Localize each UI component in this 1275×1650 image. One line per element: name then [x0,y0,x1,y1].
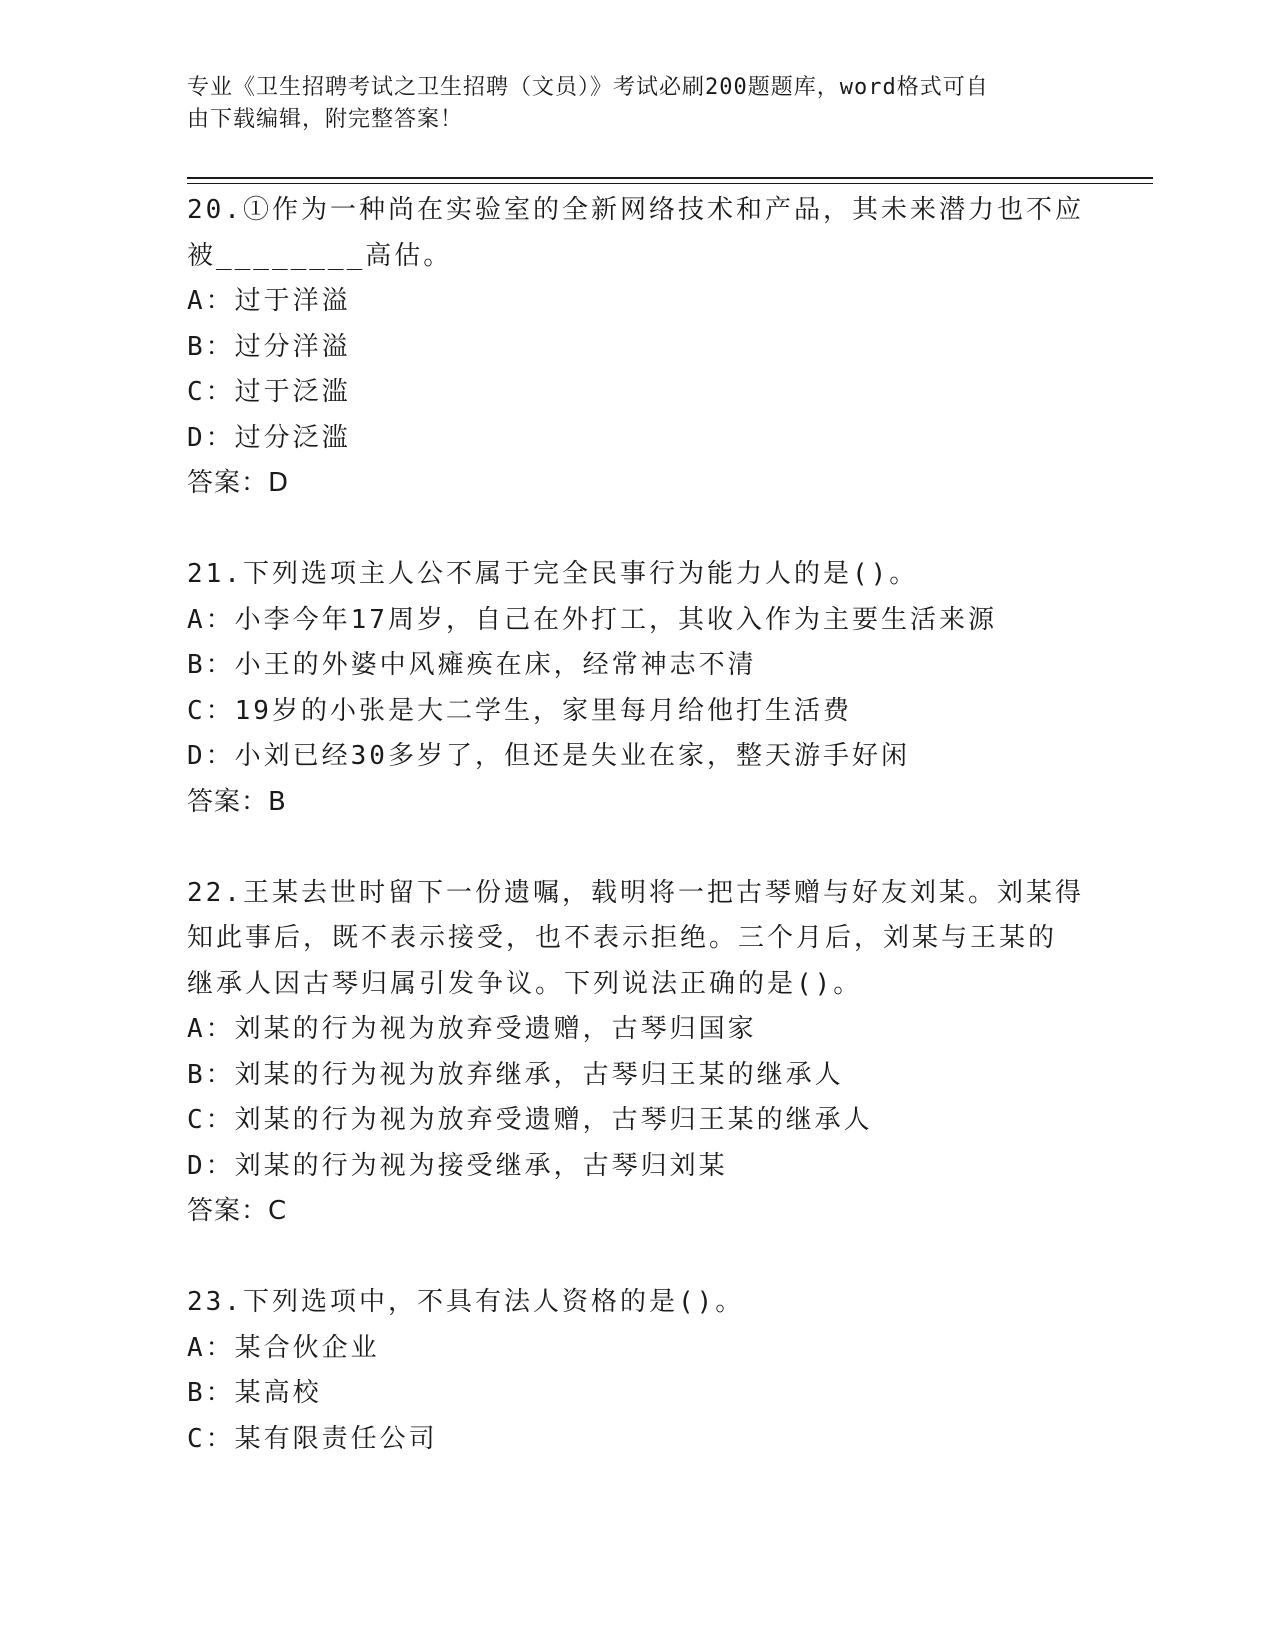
answer-label: 答案：B [187,786,287,817]
option-d: D：小刘已经30多岁了，但还是失业在家，整天游手好闲 [187,741,910,771]
question-21 [187,552,1087,825]
option-c: C：刘某的行为视为放弃受遗赠，古琴归王某的继承人 [187,1105,873,1135]
option-d: D：刘某的行为视为接受继承，古琴归刘某 [187,1150,728,1181]
question-stem-line: 22.王某去世时留下一份遗嘱，载明将一把古琴赠与好友刘某。刘某得 [187,877,1084,908]
question-list [187,188,1087,1462]
question-stem-line: 知此事后，既不表示接受，也不表示拒绝。三个月后，刘某与王某的 [187,923,1058,953]
option-b: B：小王的外婆中风瘫痪在床，经常神志不清 [187,650,757,680]
document-header [187,72,1067,136]
question-stem-line: 23.下列选项中，不具有法人资格的是()。 [187,1287,745,1317]
option-a: A：小李今年17周岁，自己在外打工，其收入作为主要生活来源 [187,604,997,635]
question-23 [187,1280,1087,1462]
option-c: C：19岁的小张是大二学生，家里每月给他打生活费 [187,695,852,726]
question-stem-line: 继承人因古琴归属引发争议。下列说法正确的是()。 [187,968,863,999]
question-22 [187,871,1087,1235]
question-stem-line: 21.下列选项主人公不属于完全民事行为能力人的是()。 [187,559,919,589]
option-c: C：某有限责任公司 [187,1423,438,1454]
header-divider-thin [187,183,1153,184]
option-d: D：过分泛滥 [187,422,351,453]
option-a: A：过于洋溢 [187,286,351,316]
option-b: B：过分洋溢 [187,331,351,362]
question-spacer [187,507,1087,553]
question-spacer [187,1235,1087,1281]
option-a: A：某合伙企业 [187,1332,380,1363]
answer-label: 答案：C [187,1196,288,1226]
question-stem-line: 20.①作为一种尚在实验室的全新网络技术和产品，其未来潜力也不应 [187,195,1084,225]
option-c: C：过于泛滥 [187,377,351,407]
option-b: B：某高校 [187,1378,322,1408]
question-20 [187,188,1087,507]
header-line-1: 专业《卫生招聘考试之卫生招聘（文员）》考试必刷200题题库，word格式可自 [187,75,989,100]
option-b: B：刘某的行为视为放弃继承，古琴归王某的继承人 [187,1059,844,1090]
header-divider-thick [187,177,1153,179]
question-spacer [187,825,1087,871]
option-a: A：刘某的行为视为放弃受遗赠，古琴归国家 [187,1014,757,1044]
header-line-2: 由下载编辑，附完整答案！ [187,107,464,132]
question-stem-line: 被________高估。 [187,240,453,271]
answer-label: 答案：D [187,468,290,498]
